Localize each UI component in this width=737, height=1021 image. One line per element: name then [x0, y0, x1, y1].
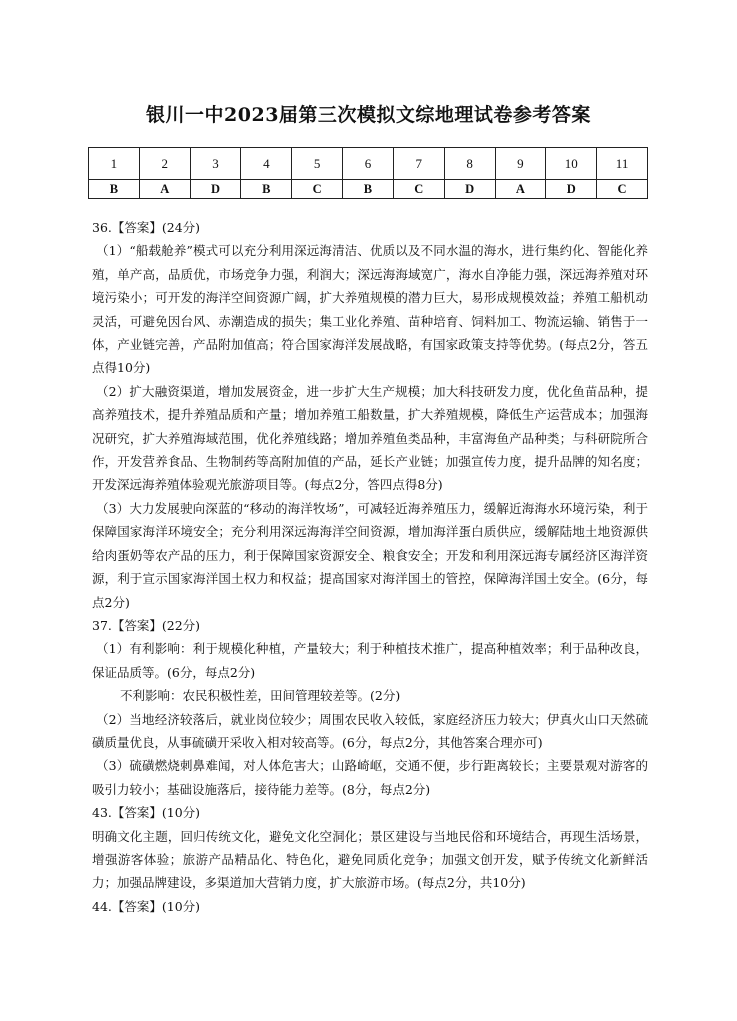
question-37-part-1: （1）有利影响：利于规模化种植，产量较大；利于种植技术推广，提高种植效率；利于品种改良，保证品质等。(6分，每点2分) — [92, 641, 648, 680]
question-43-answer: 明确文化主题，回归传统文化，避免文化空洞化；景区建设与当地民俗和环境结合，再现生活场景，增强游客体验；旅游产品精品化、特色化，避免同质化竞争；加强文创开发，赋予传统文化新鲜活力；加强品牌建设，多渠道加大营销力度，扩大旅游市场。(每点2分，共10分) — [92, 828, 648, 891]
answer-letter: A — [139, 180, 190, 199]
question-number: 8 — [444, 148, 495, 180]
question-37-part-3: （3）硫磺燃烧刺鼻难闻，对人体危害大；山路崎岖，交通不便，步行距离较长；主要景观对游客的吸引力较小；基础设施落后，接待能力差等。(8分，每点2分) — [92, 758, 648, 797]
question-number: 5 — [292, 148, 343, 180]
question-36-part-1: （1）“船载舱养”模式可以充分利用深远海清洁、优质以及不同水温的海水，进行集约化、智能化养殖，单产高，品质优，市场竞争力强，利润大；深远海海域宽广，海水自净能力强，深远海养殖对环境污染小；可开发的海洋空间资源广阔，扩大养殖规模的潜力巨大，易形成规模效益；养殖工船机动灵活，可避免因台风、赤潮造成的损失；集工业化养殖、苗种培育、饲料加工、物流运输、销售于一体，产业链完善，产品附加值高；符合国家海洋发展战略，有国家政策支持等优势。(每点2分，答五点得10分) — [92, 243, 648, 376]
question-36-part-2: （2）扩大融资渠道，增加发展资金，进一步扩大生产规模；加大科技研发力度，优化鱼苗品种，提高养殖技术，提升养殖品质和产量；增加养殖工船数量，扩大养殖规模，降低生产运营成本；加强海况研究，扩大养殖海域范围，优化养殖线路；增加养殖鱼类品种，丰富海鱼产品种类；与科研院所合作，开发营养食品、生物制药等高附加值的产品，延长产业链；加强宣传力度，提升品牌的知名度；开发深远海养殖体验观光旅游项目等。(每点2分，答四点得8分) — [92, 383, 648, 493]
answer-letter: C — [597, 180, 648, 199]
question-number: 7 — [393, 148, 444, 180]
question-number: 2 — [139, 148, 190, 180]
question-43-heading: 43.【答案】(10分) — [92, 805, 201, 821]
answer-letter: C — [393, 180, 444, 199]
question-43-section — [92, 801, 648, 895]
question-number: 3 — [190, 148, 241, 180]
question-36-section — [92, 216, 648, 614]
question-37-part-1-negative: 不利影响：农民积极性差，田间管理较差等。(2分) — [120, 688, 401, 704]
answer-letter: B — [241, 180, 292, 199]
answer-body — [92, 216, 648, 918]
answer-letter: A — [495, 180, 546, 199]
question-number: 10 — [546, 148, 597, 180]
answer-letter: B — [343, 180, 394, 199]
question-number: 9 — [495, 148, 546, 180]
question-44-heading: 44.【答案】(10分) — [92, 898, 201, 914]
question-36-part-3: （3）大力发展驶向深蓝的“移动的海洋牧场”，可减轻近海养殖压力，缓解近海海水环境污染，利于保障国家海洋环境安全；充分利用深远海海洋空间资源，增加海洋蛋白质供应，缓解陆地土地资源供给肉蛋奶等农产品的压力，利于保障国家资源安全、粮食安全；开发和利用深远海专属经济区海洋资源，利于宣示国家海洋国土权力和权益；提高国家对海洋国土的管控，保障海洋国土安全。(6分，每点2分) — [92, 500, 648, 610]
question-number: 4 — [241, 148, 292, 180]
answer-letter: D — [546, 180, 597, 199]
answer-letter: D — [190, 180, 241, 199]
question-number: 11 — [597, 148, 648, 180]
question-number: 1 — [89, 148, 140, 180]
answer-letter-row — [89, 180, 648, 199]
question-number-row — [89, 148, 648, 180]
answer-letter: C — [292, 180, 343, 199]
question-36-heading: 36.【答案】(24分) — [92, 220, 201, 235]
question-number: 6 — [343, 148, 394, 180]
question-44-section — [92, 895, 648, 918]
answer-letter: D — [444, 180, 495, 199]
answer-letter: B — [89, 180, 140, 199]
question-37-section — [92, 614, 648, 801]
question-37-heading: 37.【答案】(22分) — [92, 617, 201, 633]
page-title: 银川一中2023届第三次模拟文综地理试卷参考答案 — [146, 104, 591, 126]
question-37-part-2: （2）当地经济较落后，就业岗位较少；周围农民收入较低，家庭经济压力较大；伊真火山口天然硫磺质量优良，从事硫磺开采收入相对较高等。(6分，每点2分，其他答案合理亦可) — [92, 711, 648, 750]
answer-table — [88, 147, 648, 199]
